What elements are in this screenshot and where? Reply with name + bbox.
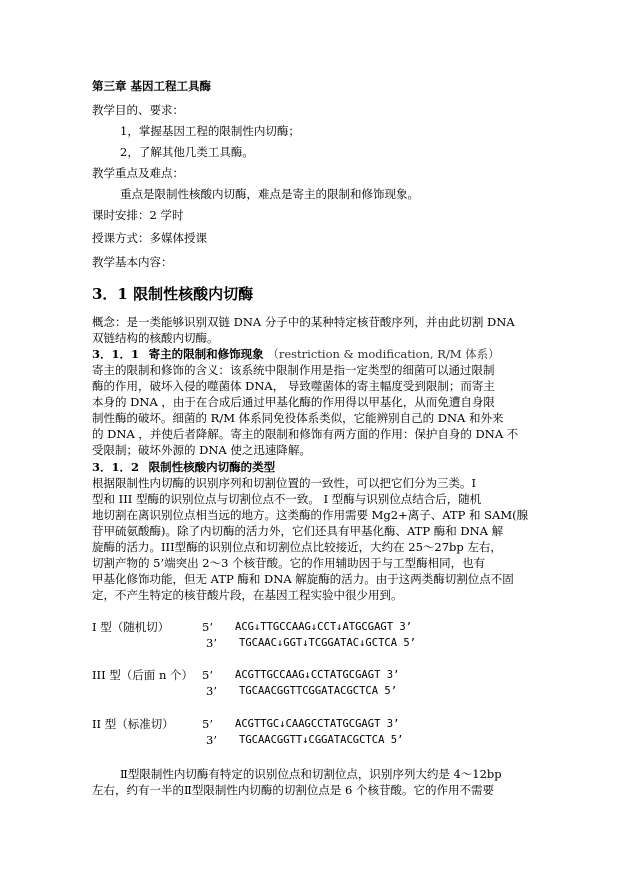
sequence-bottom-strand: TGCAAC↓GGT↓TCGGATAC↓GCTCA 5’ (239, 637, 417, 649)
sequence-label: II 型（标准切） (92, 717, 174, 731)
sequence-top-strand: ACGTTGCCAAG↓CCTATGCGAGT 3’ (235, 669, 400, 681)
paragraph-line: 根据限制性内切酶的识别序列和切割位置的一致性，可以把它们分为三类。I (92, 476, 477, 490)
sequence-top-end: 5’ (202, 717, 213, 731)
section-3-1-title: 3．1 限制性核酸内切酶 (92, 285, 254, 303)
paragraph-line: 苷甲硫氨酸酶)。除了内切酶的活力外，它们还具有甲基化酶、ATP 酶和 DNA 解 (92, 524, 504, 538)
sequence-top-strand: ACG↓TTGCCAAG↓CCT↓ATGCGAGT 3’ (235, 621, 413, 633)
section-title: 寄主的限制和修饰现象 (148, 347, 264, 361)
sequence-label: I 型（随机切） (92, 620, 170, 634)
sequence-bottom-end: 3’ (206, 684, 217, 698)
section-3-1-1-heading (92, 346, 500, 362)
paragraph-line: 酶的作用，破坏入侵的噬菌体 DNA， 导致噬菌体的寄主幅度受到限制；而寄主 (92, 379, 495, 393)
paragraph-line: 甲基化修饰功能，但无 ATP 酶和 DNA 解旋酶的活力。由于这两类酶切割位点不固 (92, 572, 514, 586)
paragraph-line: 的 DNA ，并使后者降解。寄主的限制和修饰有两方面的作用：保护自身的 DNA 不 (92, 427, 519, 441)
sequence-top-end: 5’ (202, 620, 213, 634)
sequence-bottom-strand: TGCAACGGTT↓CGGATACGCTCA 5’ (239, 734, 404, 746)
focus-text: 重点是限制性核酸内切酶，难点是寄主的限制和修饰现象。 (120, 187, 419, 201)
paragraph-line: 寄主的限制和修饰的含义：该系统中限制作用是指一定类型的细菌可以通过限制 (92, 363, 495, 377)
sequence-bottom-end: 3’ (206, 636, 217, 650)
section-title: 限制性核酸内切酶的类型 (148, 460, 276, 474)
concept-line: 概念：是一类能够识别双链 DNA 分子中的某种特定核苷酸序列，并由此切割 DNA (92, 315, 515, 329)
concept-line: 双链结构的核酸内切酶。 (92, 331, 219, 345)
section-number: 3．1．2 (92, 460, 140, 474)
section-3-1-2-heading (92, 459, 275, 475)
paragraph-line: 定，不产生特定的核苷酸片段，在基因工程实验中很少用到。 (92, 588, 403, 602)
method: 授课方式：多媒体授课 (92, 231, 207, 245)
sequence-bottom-strand: TGCAACGGTTCGGATACGCTCA 5’ (239, 685, 398, 697)
sequence-label: III 型（后面 n 个） (92, 668, 194, 682)
content-heading: 教学基本内容： (92, 255, 173, 269)
focus-heading: 教学重点及难点： (92, 166, 184, 180)
objectives-heading: 教学目的、要求： (92, 103, 184, 117)
section-subtitle: （restriction & modification, R/M 体系） (267, 347, 500, 361)
paragraph-line: Ⅱ型限制性内切酶有特定的识别位点和切割位点，识别序列大约是 4～12bp (120, 767, 502, 781)
section-number: 3．1．1 (92, 347, 140, 361)
hours: 课时安排：2 学时 (92, 208, 184, 222)
objective-item: 2，了解其他几类工具酶。 (120, 145, 254, 159)
paragraph-line: 型和 III 型酶的识别位点与切割位点不一致。 I 型酶与识别位点结合后，随机 (92, 492, 482, 506)
sequence-top-end: 5’ (202, 668, 213, 682)
paragraph-line: 左右，约有一半的Ⅱ型限制性内切酶的切割位点是 6 个核苷酸。它的作用不需要 (92, 783, 494, 797)
paragraph-line: 地切割在离识别位点相当远的地方。这类酶的作用需要 Mg2+离子、ATP 和 SAM(腺 (92, 508, 529, 522)
sequence-top-strand: ACGTTGC↓CAAGCCTATGCGAGT 3’ (235, 718, 400, 730)
paragraph-line: 切割产物的 5’端突出 2～3 个核苷酸。它的作用辅助因于与工型酶相同，也有 (92, 556, 486, 570)
paragraph-line: 受限制；破坏外源的 DNA 使之迅速降解。 (92, 443, 311, 457)
paragraph-line: 本身的 DNA ，由于在合成后通过甲基化酶的作用得以甲基化，从而免遭自身限 (92, 395, 495, 409)
paragraph-line: 旋酶的活力。III型酶的识别位点和切割位点比较接近，大约在 25～27bp 左右， (92, 540, 502, 554)
objective-item: 1，掌握基因工程的限制性内切酶； (120, 124, 300, 138)
sequence-bottom-end: 3’ (206, 733, 217, 747)
chapter-title: 第三章 基因工程工具酶 (92, 79, 212, 93)
paragraph-line: 制性酶的破坏。细菌的 R/M 体系同免役体系类似，它能辨别自己的 DNA 和外来 (92, 411, 504, 425)
